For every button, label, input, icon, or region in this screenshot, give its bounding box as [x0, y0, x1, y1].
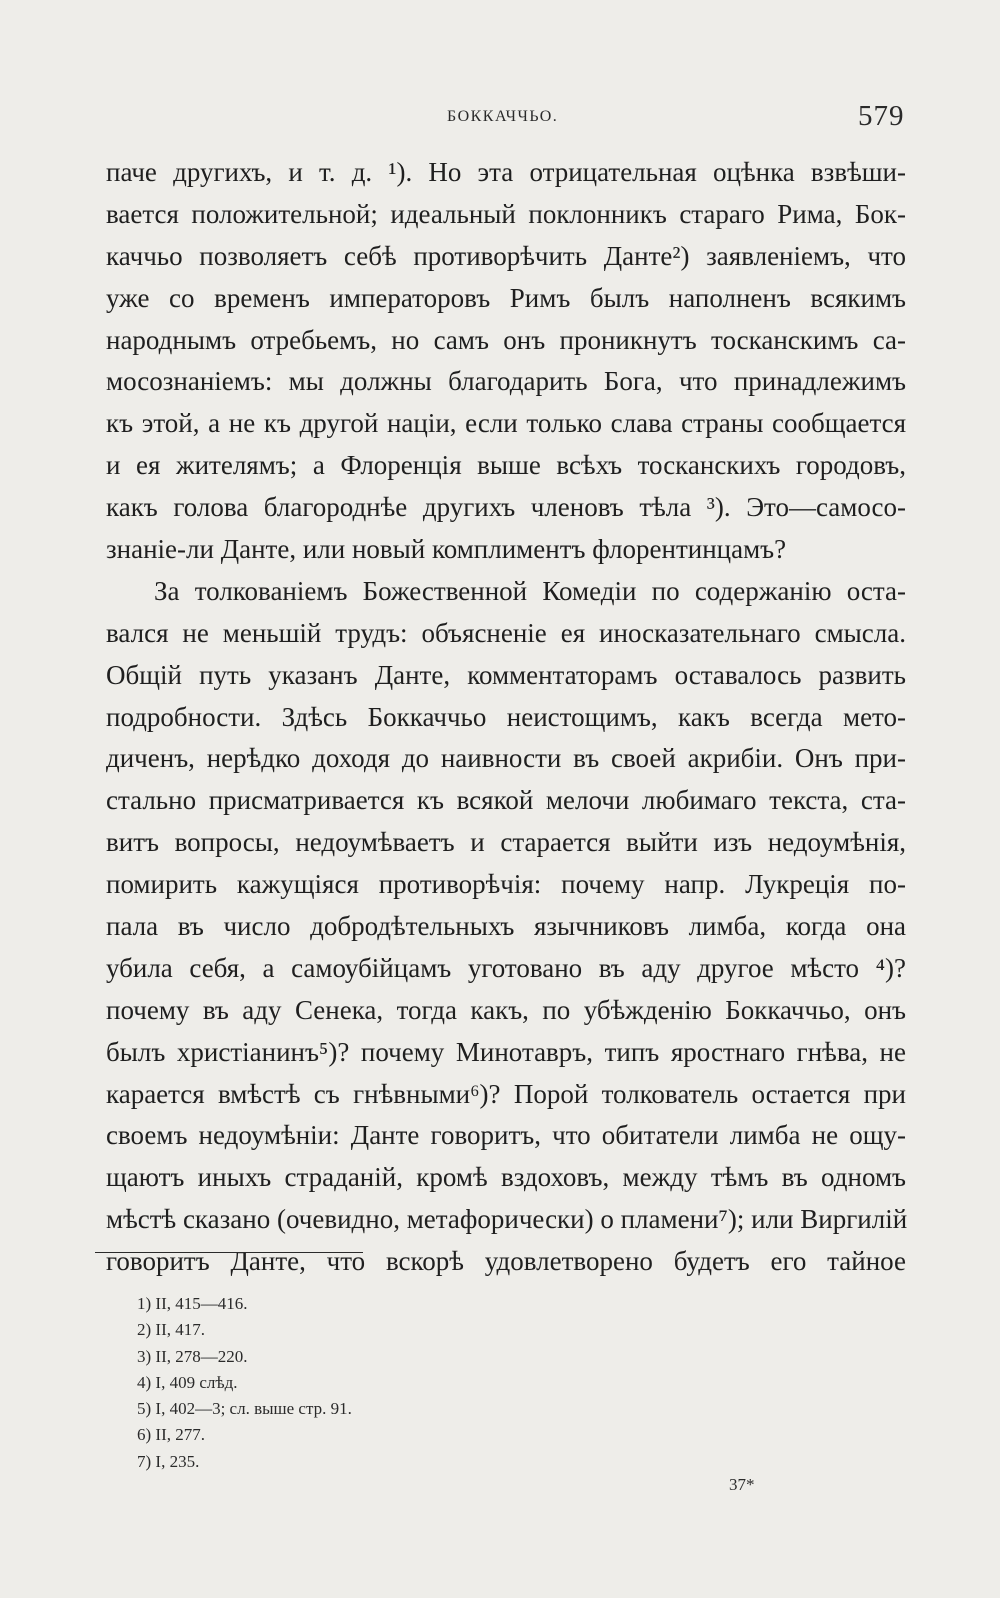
- body-text: [106, 152, 906, 1283]
- text-line: помирить кажущіяся противорѣчія: почему напр. Лукреція по-: [106, 869, 906, 900]
- text-line: уже со временъ императоровъ Римъ былъ наполненъ всякимъ: [106, 282, 906, 313]
- footnote-separator: [95, 1252, 363, 1253]
- text-line: какъ голова благороднѣе другихъ членовъ тѣла ³). Это—самосо-: [106, 492, 906, 523]
- footnote-1: 1) II, 415—416.: [137, 1294, 248, 1313]
- text-line: мѣстѣ сказано (очевидно, метафорически) о пламени⁷); или Виргилій: [106, 1204, 908, 1235]
- text-line: вался не меньшій трудъ: объясненіе ея иносказательнаго смысла.: [106, 617, 906, 648]
- footnote-5: 5) I, 402—3; сл. выше стр. 91.: [137, 1399, 352, 1419]
- text-line: говоритъ Данте, что вскорѣ удовлетворено будетъ его тайное: [106, 1246, 906, 1277]
- footnote-2: 2) II, 417.: [137, 1320, 205, 1340]
- text-line: Общій путь указанъ Данте, комментаторамъ оставалось развить: [106, 659, 906, 690]
- text-line: своемъ недоумѣніи: Данте говоритъ, что обитатели лимба не ощу-: [106, 1120, 906, 1151]
- text-line: вается положительной; идеальный поклонникъ стараго Рима, Бок-: [106, 198, 906, 229]
- footnote-6: 6) II, 277.: [137, 1425, 205, 1445]
- text-line: народнымъ отребьемъ, но самъ онъ проникнутъ тосканскимъ са-: [106, 324, 906, 355]
- text-line: каччьо позволяетъ себѣ противорѣчить Данте²) заявленіемъ, что: [106, 240, 906, 271]
- footnote-4: 4) I, 409 слѣд.: [137, 1372, 238, 1392]
- signature-mark: 37*: [729, 1475, 755, 1494]
- text-line: и ея жителямъ; а Флоренція выше всѣхъ тосканскихъ городовъ,: [106, 450, 906, 481]
- text-line: къ этой, а не къ другой націи, если только слава страны сообщается: [106, 408, 906, 439]
- text-line: щаютъ иныхъ страданій, кромѣ вздоховъ, между тѣмъ въ одномъ: [106, 1162, 906, 1193]
- text-line: витъ вопросы, недоумѣваетъ и старается выйти изъ недоумѣнія,: [106, 827, 906, 858]
- text-line: стально присматривается къ всякой мелочи любимаго текста, ста-: [106, 785, 906, 816]
- text-line: паче другихъ, и т. д. ¹). Но эта отрицательная оцѣнка взвѣши-: [106, 157, 906, 187]
- text-line: подробности. Здѣсь Боккаччьо неистощимъ, какъ всегда мето-: [106, 701, 906, 732]
- page-number: 579: [858, 100, 905, 132]
- text-line: мосознаніемъ: мы должны благодарить Бога, что принадлежимъ: [106, 366, 906, 397]
- text-line: почему въ аду Сенека, тогда какъ, по убѣжденію Боккаччьо, онъ: [106, 994, 906, 1025]
- paragraph-last-line: знаніе-ли Данте, или новый комплиментъ флорентинцамъ?: [106, 534, 787, 565]
- footnote-3: 3) II, 278—220.: [137, 1346, 248, 1366]
- footnotes: [137, 1291, 637, 1475]
- text-line: былъ христіанинъ⁵)? почему Минотавръ, типъ яростнаго гнѣва, не: [106, 1036, 906, 1067]
- running-title: БОККАЧЧЬО.: [447, 108, 559, 125]
- text-line: пала въ число добродѣтельныхъ язычниковъ лимба, когда она: [106, 911, 906, 942]
- text-line: карается вмѣстѣ съ гнѣвными⁶)? Порой толкователь остается при: [106, 1078, 906, 1109]
- text-line: диченъ, нерѣдко доходя до наивности въ своей акрибіи. Онъ при-: [106, 743, 906, 774]
- footnote-7: 7) I, 235.: [137, 1451, 200, 1471]
- text-line: убила себя, а самоубійцамъ уготовано въ аду другое мѣсто ⁴)?: [106, 952, 906, 983]
- paragraph-first-line: За толкованіемъ Божественной Комедіи по содержанію оста-: [154, 575, 906, 606]
